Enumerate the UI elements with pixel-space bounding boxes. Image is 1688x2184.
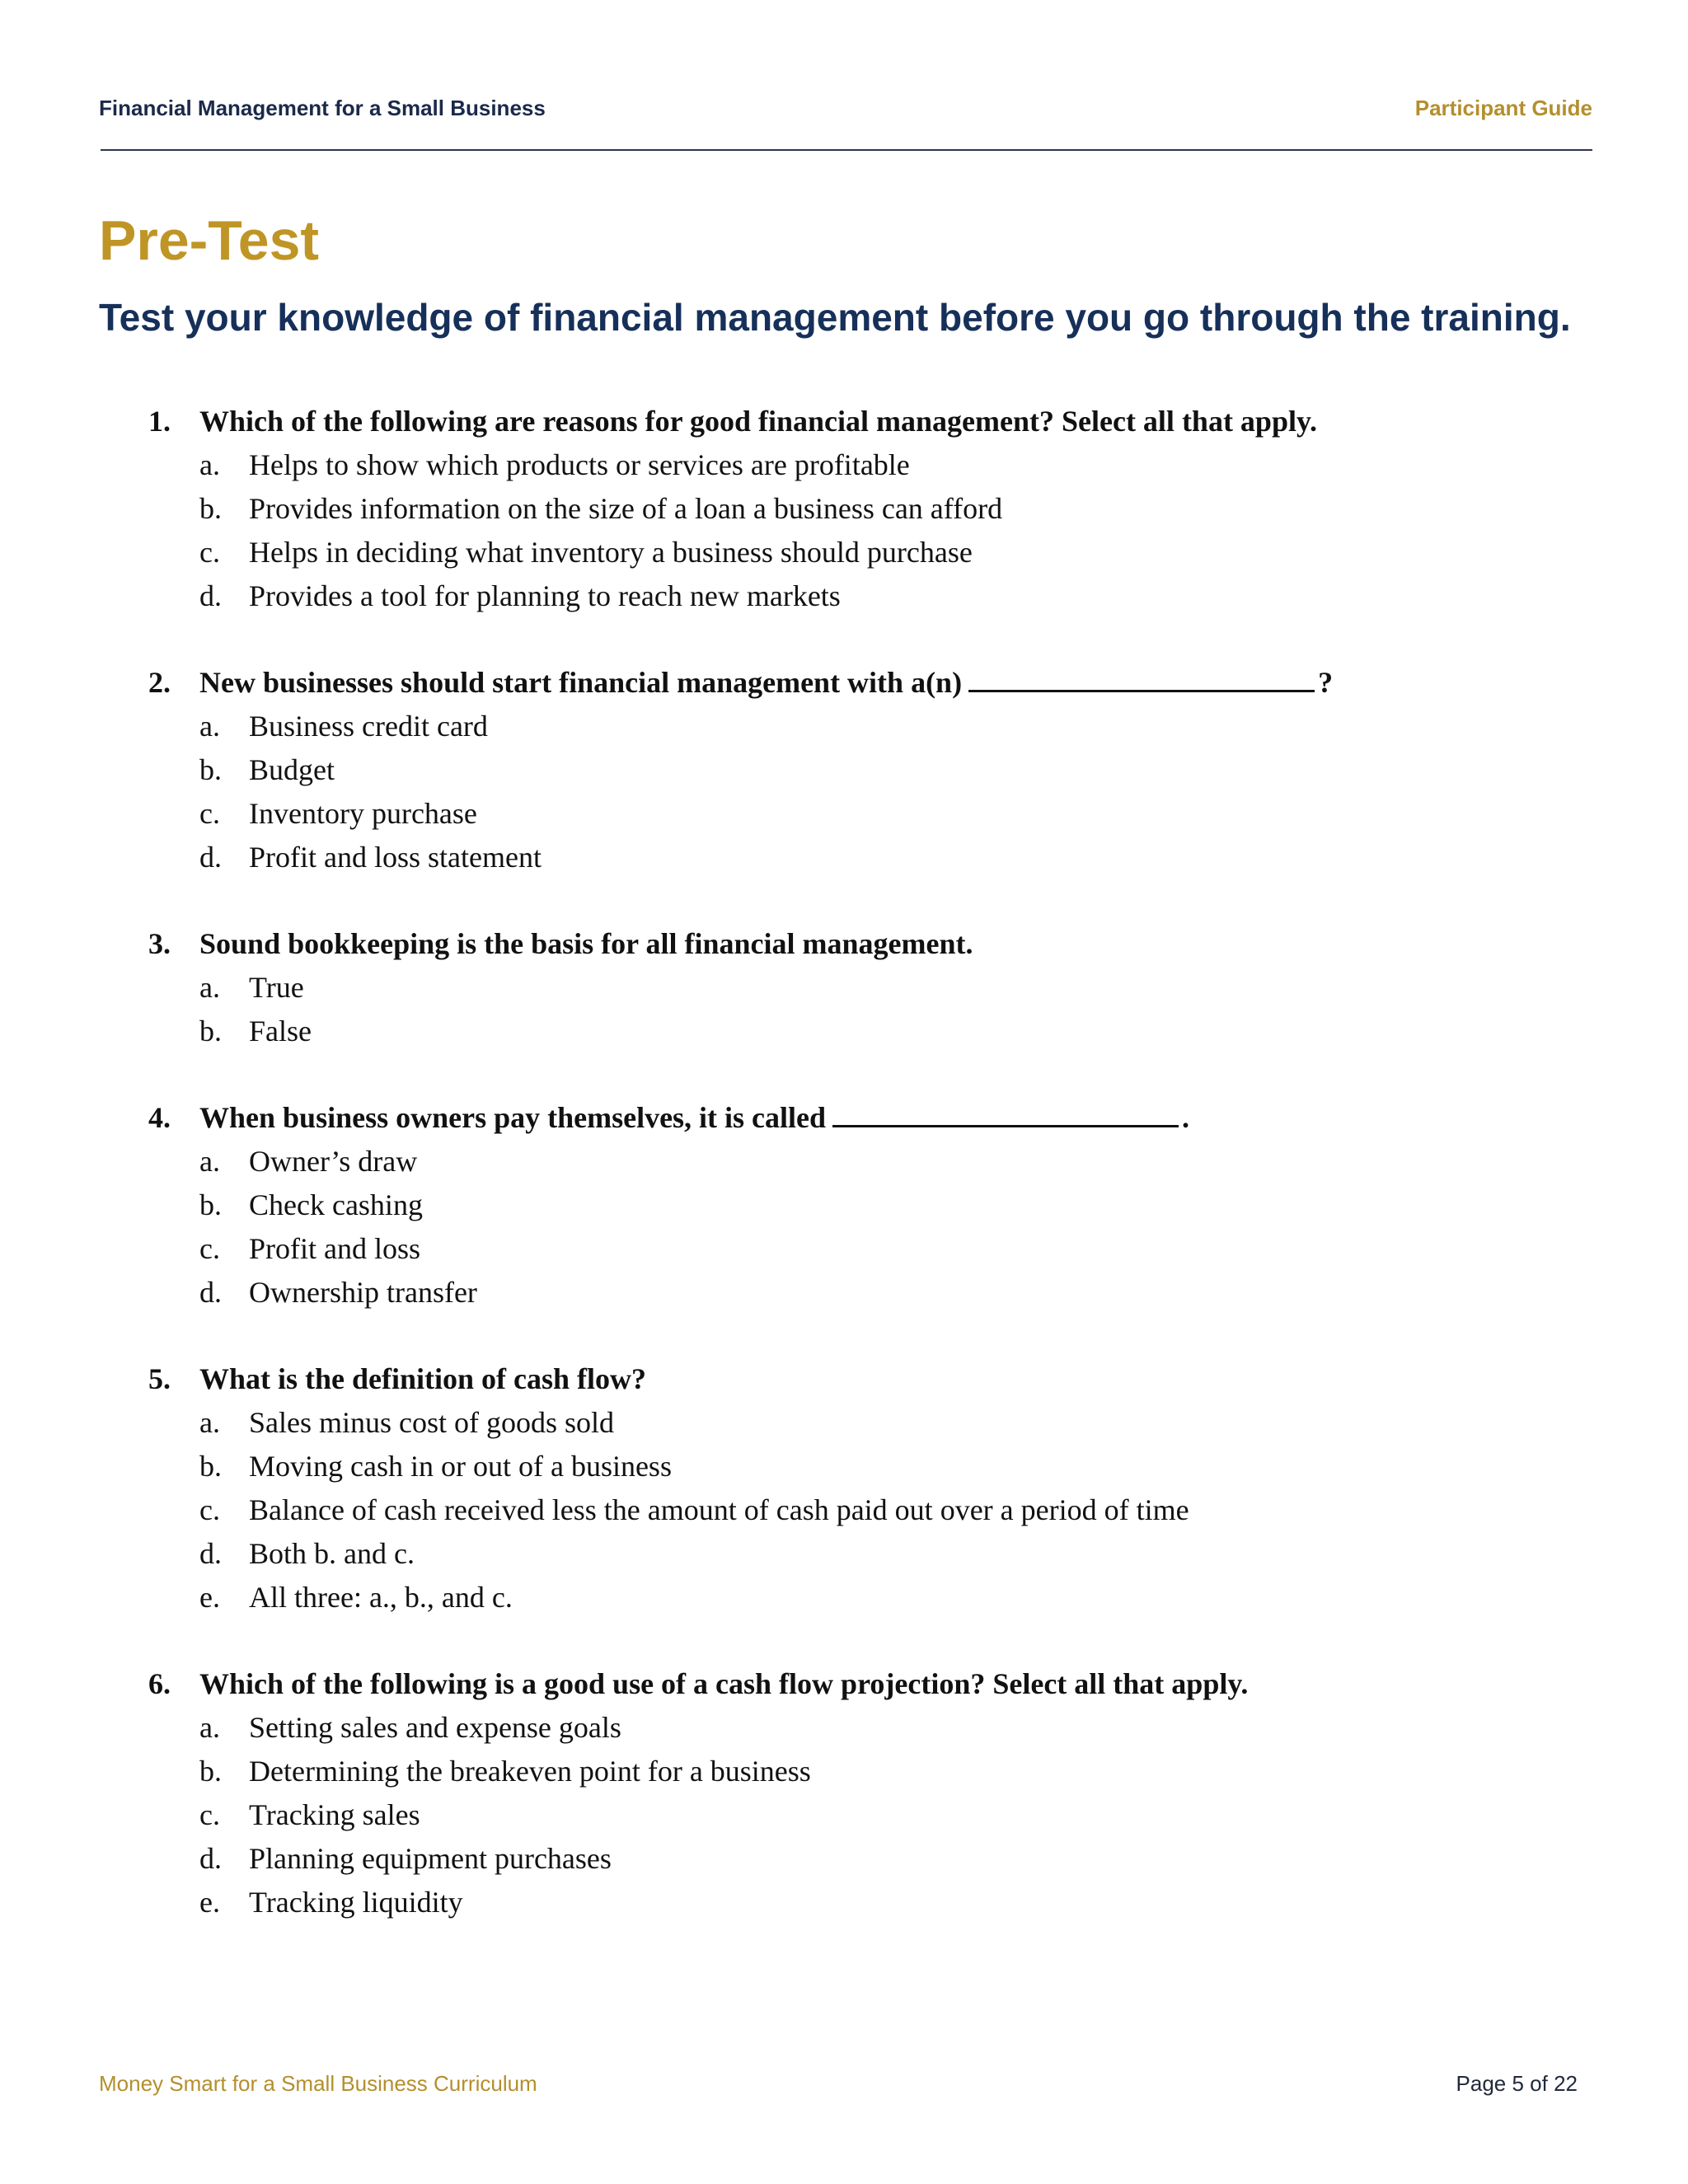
question-text: Which of the following is a good use of a cash flow projection? Select all that apply. bbox=[199, 1667, 1249, 1700]
question-number: 2. bbox=[148, 666, 171, 699]
option-letter: c. bbox=[199, 797, 220, 830]
answer-option-a bbox=[148, 1706, 1599, 1750]
answer-option-c bbox=[148, 1488, 1599, 1532]
option-text: Planning equipment purchases bbox=[249, 1842, 612, 1875]
guide-label: Participant Guide bbox=[1414, 96, 1592, 120]
option-letter: c. bbox=[199, 1493, 220, 1526]
option-letter: b. bbox=[199, 1015, 222, 1047]
question-text: Which of the following are reasons for good financial management? Select all that apply. bbox=[199, 405, 1317, 438]
question-text: When business owners pay themselves, it is called bbox=[199, 1101, 827, 1134]
question-text: Sound bookkeeping is the basis for all financial management. bbox=[199, 927, 973, 960]
answer-option-b bbox=[148, 748, 1599, 792]
option-letter: a. bbox=[199, 448, 220, 481]
option-letter: a. bbox=[199, 971, 220, 1004]
question-number: 5. bbox=[148, 1362, 171, 1395]
question-6 bbox=[148, 1662, 1599, 1924]
option-letter: b. bbox=[199, 753, 222, 786]
option-text: Budget bbox=[249, 753, 335, 786]
option-letter: e. bbox=[199, 1886, 220, 1919]
option-text: Owner’s draw bbox=[249, 1145, 418, 1178]
curriculum-footer: Money Smart for a Small Business Curriculum bbox=[99, 2071, 537, 2096]
answer-option-c bbox=[148, 1793, 1599, 1837]
option-letter: d. bbox=[199, 1276, 222, 1309]
fill-in-blank bbox=[968, 663, 1315, 692]
option-letter: c. bbox=[199, 536, 220, 569]
option-letter: b. bbox=[199, 1450, 222, 1483]
answer-option-d bbox=[148, 1837, 1599, 1881]
question-text-wrapper bbox=[199, 661, 1333, 705]
question-text: What is the definition of cash flow? bbox=[199, 1362, 647, 1395]
option-letter: a. bbox=[199, 1711, 220, 1744]
answer-option-b bbox=[148, 1750, 1599, 1793]
option-letter: c. bbox=[199, 1232, 220, 1265]
question-text: New businesses should start financial management with a(n) bbox=[199, 666, 963, 699]
question-text-wrapper bbox=[199, 1096, 1189, 1140]
answer-option-a bbox=[148, 966, 1599, 1010]
option-text: Business credit card bbox=[249, 710, 488, 743]
option-letter: d. bbox=[199, 1842, 222, 1875]
question-number: 3. bbox=[148, 927, 171, 960]
question-list bbox=[148, 400, 1599, 1967]
question-prompt bbox=[148, 1662, 1599, 1706]
question-5 bbox=[148, 1357, 1599, 1619]
option-letter: b. bbox=[199, 492, 222, 525]
option-letter: d. bbox=[199, 841, 222, 874]
option-text: All three: a., b., and c. bbox=[249, 1581, 513, 1614]
option-text: Sales minus cost of goods sold bbox=[249, 1406, 615, 1439]
question-1 bbox=[148, 400, 1599, 618]
question-number: 6. bbox=[148, 1667, 171, 1700]
option-letter: a. bbox=[199, 1406, 220, 1439]
question-prompt bbox=[148, 1357, 1599, 1401]
option-letter: c. bbox=[199, 1798, 220, 1831]
option-text: Moving cash in or out of a business bbox=[249, 1450, 672, 1483]
option-text: Inventory purchase bbox=[249, 797, 477, 830]
option-text: Helps in deciding what inventory a business should purchase bbox=[249, 536, 973, 569]
option-letter: a. bbox=[199, 710, 220, 743]
answer-option-e bbox=[148, 1881, 1599, 1924]
answer-option-c bbox=[148, 792, 1599, 836]
answer-option-b bbox=[148, 1183, 1599, 1227]
option-text: Provides a tool for planning to reach new markets bbox=[249, 579, 841, 612]
option-letter: d. bbox=[199, 1537, 222, 1570]
question-prompt bbox=[148, 661, 1599, 705]
option-text: Check cashing bbox=[249, 1188, 423, 1221]
answer-option-d bbox=[148, 1532, 1599, 1576]
fill-in-blank bbox=[832, 1099, 1179, 1127]
answer-option-c bbox=[148, 531, 1599, 574]
option-letter: e. bbox=[199, 1581, 220, 1614]
answer-option-b bbox=[148, 487, 1599, 531]
option-text: Ownership transfer bbox=[249, 1276, 477, 1309]
answer-option-a bbox=[148, 1140, 1599, 1183]
answer-option-a bbox=[148, 1401, 1599, 1445]
answer-option-e bbox=[148, 1576, 1599, 1619]
answer-option-d bbox=[148, 574, 1599, 618]
question-prompt bbox=[148, 922, 1599, 966]
header-divider bbox=[101, 149, 1592, 151]
option-text: Tracking liquidity bbox=[249, 1886, 463, 1919]
option-text: Profit and loss statement bbox=[249, 841, 542, 874]
option-text: True bbox=[249, 971, 304, 1004]
page-number: Page 5 of 22 bbox=[1456, 2071, 1578, 2096]
option-text: Setting sales and expense goals bbox=[249, 1711, 621, 1744]
question-punctuation: . bbox=[1182, 1101, 1190, 1134]
option-text: Determining the breakeven point for a business bbox=[249, 1755, 811, 1788]
question-4 bbox=[148, 1096, 1599, 1315]
option-text: False bbox=[249, 1015, 312, 1047]
question-punctuation: ? bbox=[1318, 666, 1334, 699]
option-text: Provides information on the size of a loan a business can afford bbox=[249, 492, 1003, 525]
page-subtitle: Test your knowledge of financial management before you go through the training. bbox=[99, 296, 1571, 339]
answer-option-d bbox=[148, 1271, 1599, 1315]
question-2 bbox=[148, 661, 1599, 879]
answer-option-a bbox=[148, 443, 1599, 487]
document-title: Financial Management for a Small Business bbox=[99, 96, 546, 120]
answer-option-c bbox=[148, 1227, 1599, 1271]
option-text: Both b. and c. bbox=[249, 1537, 415, 1570]
answer-option-a bbox=[148, 705, 1599, 748]
option-text: Helps to show which products or services are profitable bbox=[249, 448, 910, 481]
option-text: Tracking sales bbox=[249, 1798, 420, 1831]
option-text: Profit and loss bbox=[249, 1232, 421, 1265]
question-number: 4. bbox=[148, 1101, 171, 1134]
option-letter: a. bbox=[199, 1145, 220, 1178]
page-header bbox=[99, 96, 1592, 122]
question-prompt bbox=[148, 400, 1599, 443]
question-number: 1. bbox=[148, 405, 171, 438]
option-letter: d. bbox=[199, 579, 222, 612]
answer-option-b bbox=[148, 1010, 1599, 1053]
option-letter: b. bbox=[199, 1188, 222, 1221]
question-prompt bbox=[148, 1096, 1599, 1140]
answer-option-b bbox=[148, 1445, 1599, 1488]
page-title: Pre-Test bbox=[99, 209, 320, 272]
option-letter: b. bbox=[199, 1755, 222, 1788]
question-3 bbox=[148, 922, 1599, 1053]
answer-option-d bbox=[148, 836, 1599, 879]
option-text: Balance of cash received less the amount of cash paid out over a period of time bbox=[249, 1493, 1189, 1526]
